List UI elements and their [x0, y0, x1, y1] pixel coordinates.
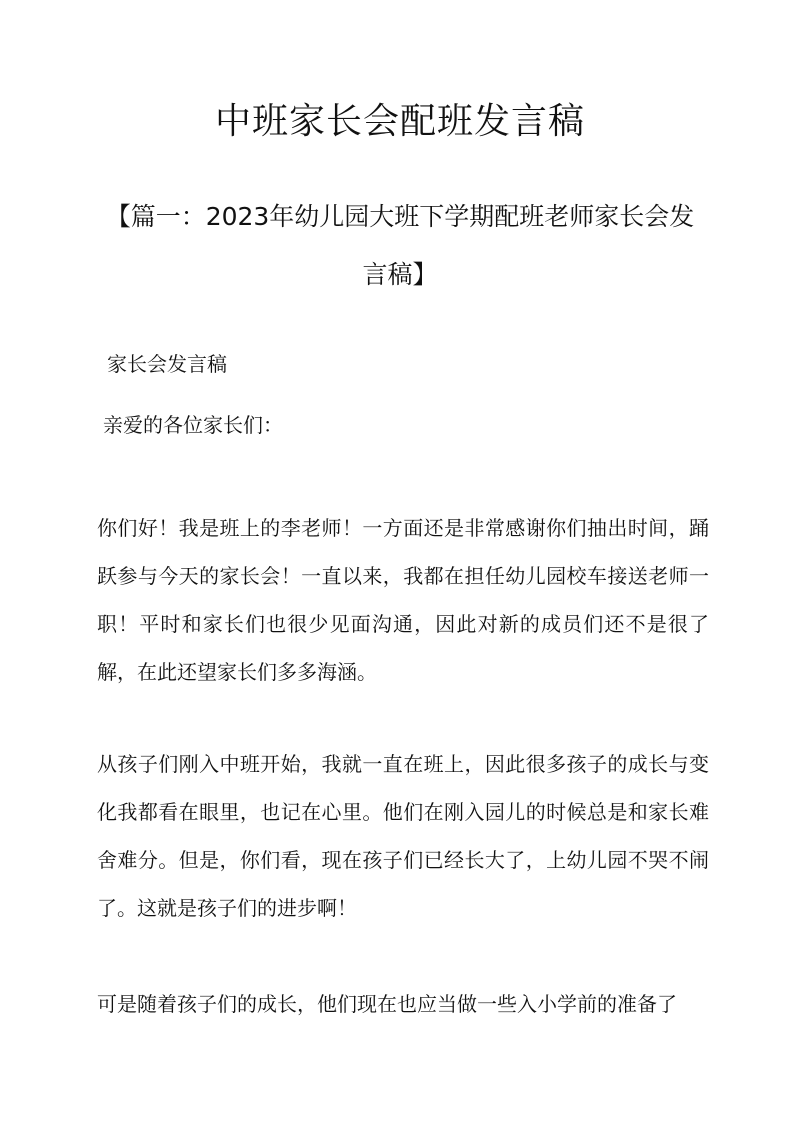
document-title: 中班家长会配班发言稿	[214, 101, 585, 142]
section-heading: 家长会发言稿	[107, 352, 227, 376]
paragraph: 你们好！我是班上的李老师！一方面还是非常感谢你们抽出时间，踊跃参与今天的家长会！一直以来，我都在担任幼儿园校车接送老师一职！平时和家长们也很少见面沟通，因此对新的成员们还不是很了解，在此还望家长们多多海涵。	[97, 516, 709, 684]
paragraph: 从孩子们刚入中班开始，我就一直在班上，因此很多孩子的成长与变化我都看在眼里，也记在心里。他们在刚入园儿的时候总是和家长难舍难分。但是，你们看，现在孩子们已经长大了，上幼儿园不哭不闹了。这就是孩子们的进步啊！	[97, 752, 709, 920]
salutation: 亲爱的各位家长们：	[103, 413, 283, 437]
paragraph: 可是随着孩子们的成长，他们现在也应当做一些入小学前的准备了	[97, 992, 677, 1016]
document-subtitle: 【篇一：2023年幼儿园大班下学期配班老师家长会发言稿】	[105, 202, 695, 289]
